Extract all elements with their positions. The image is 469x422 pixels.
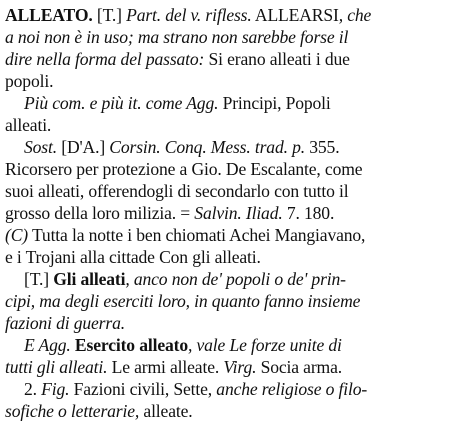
entry-run: Socia arma.	[256, 357, 342, 377]
entry-run: E Agg.	[24, 335, 71, 355]
entry-line-19	[5, 400, 465, 422]
entry-run: sofiche o letterarie,	[5, 401, 140, 421]
entry-run: , anco non de' popoli o de' prin-	[125, 269, 346, 289]
entry-run: a noi non è in uso; ma strano non sarebbe forse il	[5, 27, 349, 47]
entry-run: alleate.	[139, 401, 193, 421]
entry-line-11	[5, 224, 465, 246]
entry-run: Salvin. Iliad.	[194, 203, 283, 223]
entry-run: e i Trojani alla cittade Con gli alleati.	[5, 247, 261, 267]
entry-run: Fazioni civili, Sette,	[69, 379, 217, 399]
entry-line-5	[24, 92, 465, 114]
entry-run: Corsin. Conq. Mess. trad. p.	[109, 137, 305, 157]
entry-line-1	[5, 4, 465, 26]
entry-run: 355.	[305, 137, 340, 157]
entry-run: Più com. e più it. come Agg.	[24, 93, 219, 113]
entry-run: [D'A.]	[56, 137, 110, 157]
entry-run: (C)	[5, 225, 29, 245]
entry-run: Fig.	[41, 379, 70, 399]
entry-run: Le armi alleate.	[107, 357, 224, 377]
entry-run: Gli alleati	[53, 269, 126, 289]
entry-run: Principi, Popoli	[218, 93, 331, 113]
entry-run: Esercito alleato	[70, 335, 188, 355]
entry-line-13	[24, 268, 465, 290]
entry-line-8	[5, 158, 465, 180]
entry-line-12	[5, 246, 465, 268]
entry-run: grosso della loro milizia. =	[5, 203, 195, 223]
entry-run: tutti gli alleati.	[5, 357, 108, 377]
entry-run: fazioni di guerra.	[5, 313, 125, 333]
entry-run: Si erano alleati i due	[204, 49, 350, 69]
entry-run: Sost.	[24, 137, 57, 157]
entry-run: alleati.	[5, 115, 52, 135]
entry-run: popoli.	[5, 71, 54, 91]
entry-run: Virg.	[223, 357, 257, 377]
entry-run: [T.]	[24, 269, 54, 289]
entry-run: Tutta la notte i ben chiomati Achei Mangiavano,	[28, 225, 366, 245]
entry-run: 7. 180.	[282, 203, 335, 223]
entry-line-16	[24, 334, 465, 356]
entry-run: cipi, ma degli eserciti loro, in quanto fanno insieme	[5, 291, 361, 311]
entry-run: 2.	[24, 379, 42, 399]
entry-line-7	[24, 136, 465, 158]
entry-line-4	[5, 70, 465, 92]
entry-line-9	[5, 180, 465, 202]
entry-run: ALLEATO.	[5, 5, 93, 25]
entry-run: Part. del v. rifless.	[126, 5, 252, 25]
entry-run: , che	[338, 5, 372, 25]
entry-line-17	[5, 356, 465, 378]
entry-run: [T.]	[92, 5, 127, 25]
entry-line-18	[24, 378, 465, 400]
entry-line-10	[5, 202, 465, 224]
entry-run: dire nella forma del passato:	[5, 49, 205, 69]
entry-line-2	[5, 26, 465, 48]
entry-line-15	[5, 312, 465, 334]
entry-run: suoi alleati, offerendogli di secondarlo con tutto il	[5, 181, 349, 201]
entry-line-6	[5, 114, 465, 136]
entry-line-14	[5, 290, 465, 312]
entry-run: ALLEARSI	[251, 5, 339, 25]
entry-run: anche religiose o filo-	[216, 379, 368, 399]
entry-run: , vale Le forze unite di	[188, 335, 342, 355]
entry-run: Ricorsero per protezione a Gio. De Escalante, come	[5, 159, 363, 179]
entry-line-3	[5, 48, 465, 70]
